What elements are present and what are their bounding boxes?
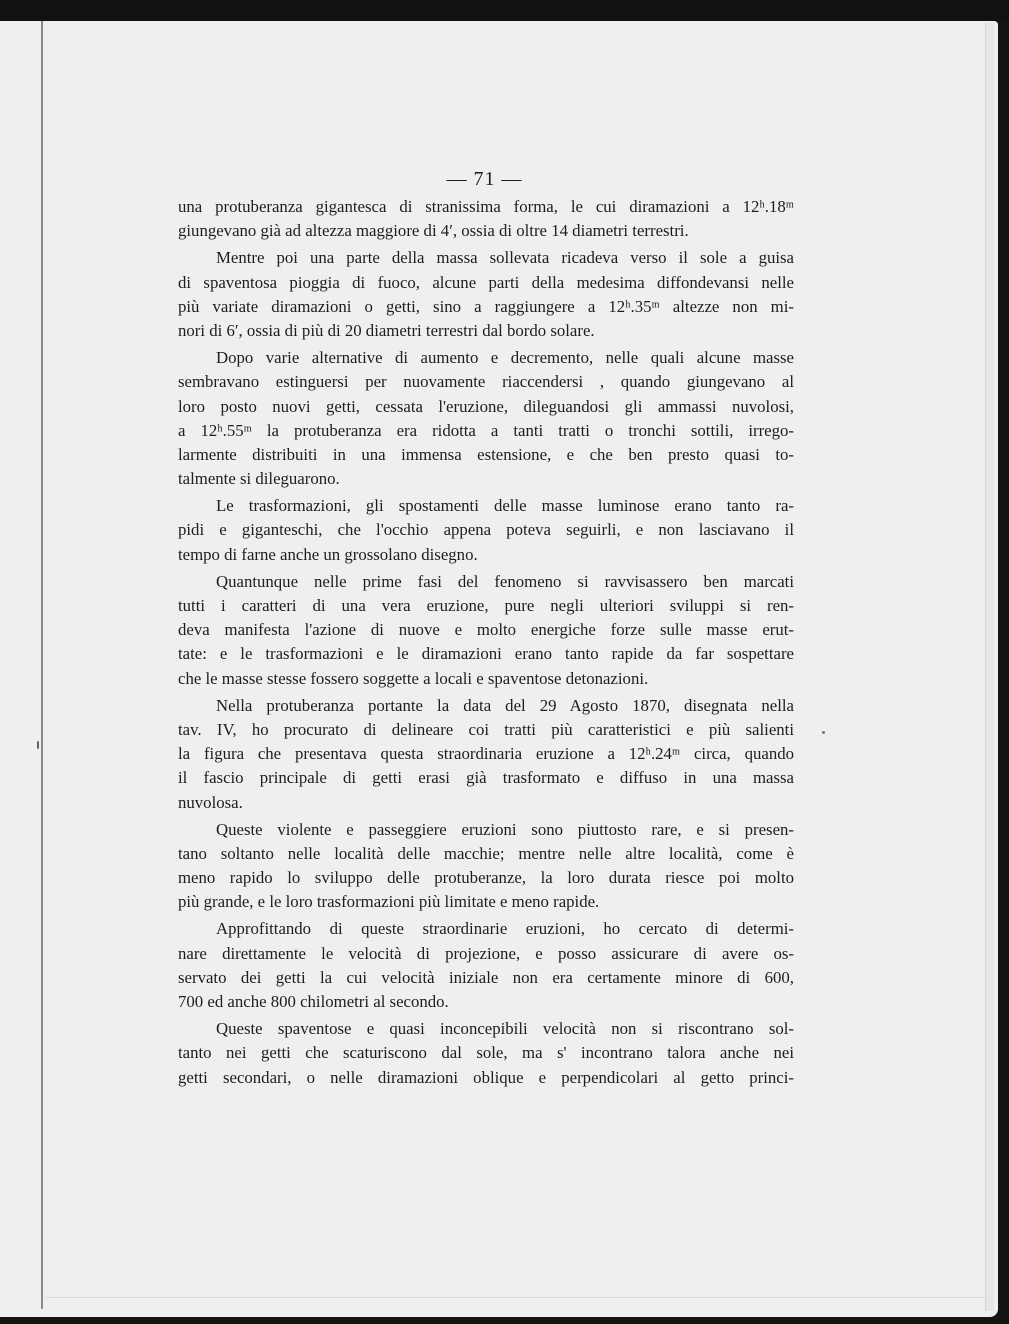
text-line: tate: e le trasformazioni e le diramazioni erano tanto rapide da far sospettare	[178, 644, 794, 664]
paragraph	[178, 195, 794, 243]
text-line: più variate diramazioni o getti, sino a raggiungere a 12ʰ.35ᵐ altezze non mi-	[178, 296, 794, 316]
text-line: Dopo varie alternative di aumento e decremento, nelle quali alcune masse	[216, 348, 794, 368]
text-line: pidi e giganteschi, che l'occhio appena poteva seguirli, e non lasciavano il	[178, 520, 794, 540]
paragraph	[178, 346, 794, 491]
scan-mark	[37, 741, 39, 749]
text-line: loro posto nuovi getti, cessata l'eruzione, dileguandosi gli ammassi nuvolosi,	[178, 396, 794, 416]
text-line: larmente distribuiti in una immensa estensione, e che ben presto quasi to-	[178, 444, 794, 464]
text-line: Nella protuberanza portante la data del 29 Agosto 1870, disegnata nella	[216, 695, 794, 715]
text-line: nare direttamente le velocità di projezione, e posso assicurare di avere os-	[178, 943, 794, 963]
text-line: di spaventosa pioggia di fuoco, alcune parti della medesima diffondevansi nelle	[178, 272, 794, 292]
paragraph	[178, 570, 794, 691]
text-line: tav. IV, ho procurato di delineare coi tratti più caratteristici e più salienti	[178, 719, 794, 739]
text-line: Approfittando di queste straordinarie eruzioni, ho cercato di determi-	[216, 919, 794, 939]
text-line: Queste spaventose e quasi inconcepibili velocità non si riscontrano sol-	[216, 1019, 794, 1039]
text-line: giungevano già ad altezza maggiore di 4′, ossia di oltre 14 diametri terrestri.	[178, 221, 689, 241]
text-line: Quantunque nelle prime fasi del fenomeno si ravvisassero ben marcati	[216, 571, 794, 591]
text-line: la figura che presentava questa straordinaria eruzione a 12ʰ.24ᵐ circa, quando	[178, 744, 794, 764]
text-line: tanto nei getti che scaturiscono dal sole, ma s' incontrano talora anche nei	[178, 1043, 794, 1063]
paragraph	[178, 246, 794, 343]
text-line: servato dei getti la cui velocità iniziale non era certamente minore di 600,	[178, 967, 794, 987]
text-line: Le trasformazioni, gli spostamenti delle masse luminose erano tanto ra-	[216, 496, 794, 516]
text-line: nuvolosa.	[178, 792, 243, 812]
text-line: 700 ed anche 800 chilometri al secondo.	[178, 992, 449, 1011]
text-line: getti secondari, o nelle diramazioni oblique e perpendicolari al getto princi-	[178, 1067, 794, 1087]
text-line: tutti i caratteri di una vera eruzione, pure negli ulteriori sviluppi si ren-	[178, 596, 794, 615]
text-line: talmente si dileguarono.	[178, 469, 340, 489]
page-number: — 71 —	[446, 168, 523, 190]
page-edge-bottom	[45, 1297, 985, 1302]
scan-speck	[822, 731, 825, 734]
text-line: una protuberanza gigantesca di stranissima forma, le cui diramazioni a 12ʰ.18ᵐ	[178, 197, 794, 216]
text-line: nori di 6′, ossia di più di 20 diametri terrestri dal bordo solare.	[178, 320, 595, 340]
text-line: Queste violente e passeggiere eruzioni sono piuttosto rare, e si presen-	[216, 819, 794, 839]
text-line: tano soltanto nelle località delle macchie; mentre nelle altre località, come è	[178, 843, 794, 863]
text-line: il fascio principale di getti erasi già trasformato e diffuso in una massa	[178, 768, 794, 788]
paragraph	[178, 818, 794, 915]
text-line: più grande, e le loro trasformazioni più limitate e meno rapide.	[178, 892, 600, 912]
text-line: tempo di farne anche un grossolano disegno.	[178, 544, 478, 564]
text-line: meno rapido lo sviluppo delle protuberanze, la loro durata riesce poi molto	[178, 868, 794, 888]
paragraph	[178, 917, 794, 1014]
text-line: sembravano estinguersi per nuovamente riaccendersi , quando giungevano al	[178, 372, 794, 392]
text-line: che le masse stesse fossero soggette a locali e spaventose detonazioni.	[178, 668, 649, 688]
paragraph	[178, 494, 794, 567]
page-edge-right	[985, 23, 994, 1311]
paragraph	[178, 694, 794, 815]
text-line: deva manifesta l'azione di nuove e molto energiche forze sulle masse erut-	[178, 620, 794, 640]
binding-gutter-line	[41, 21, 43, 1309]
scan-border-top	[0, 0, 1009, 21]
text-line: a 12ʰ.55ᵐ la protuberanza era ridotta a tanti tratti o tronchi sottili, irrego-	[178, 420, 794, 440]
body-text	[178, 195, 794, 1093]
text-line: Mentre poi una parte della massa sollevata ricadeva verso il sole a guisa	[216, 248, 794, 268]
paragraph	[178, 1017, 794, 1090]
